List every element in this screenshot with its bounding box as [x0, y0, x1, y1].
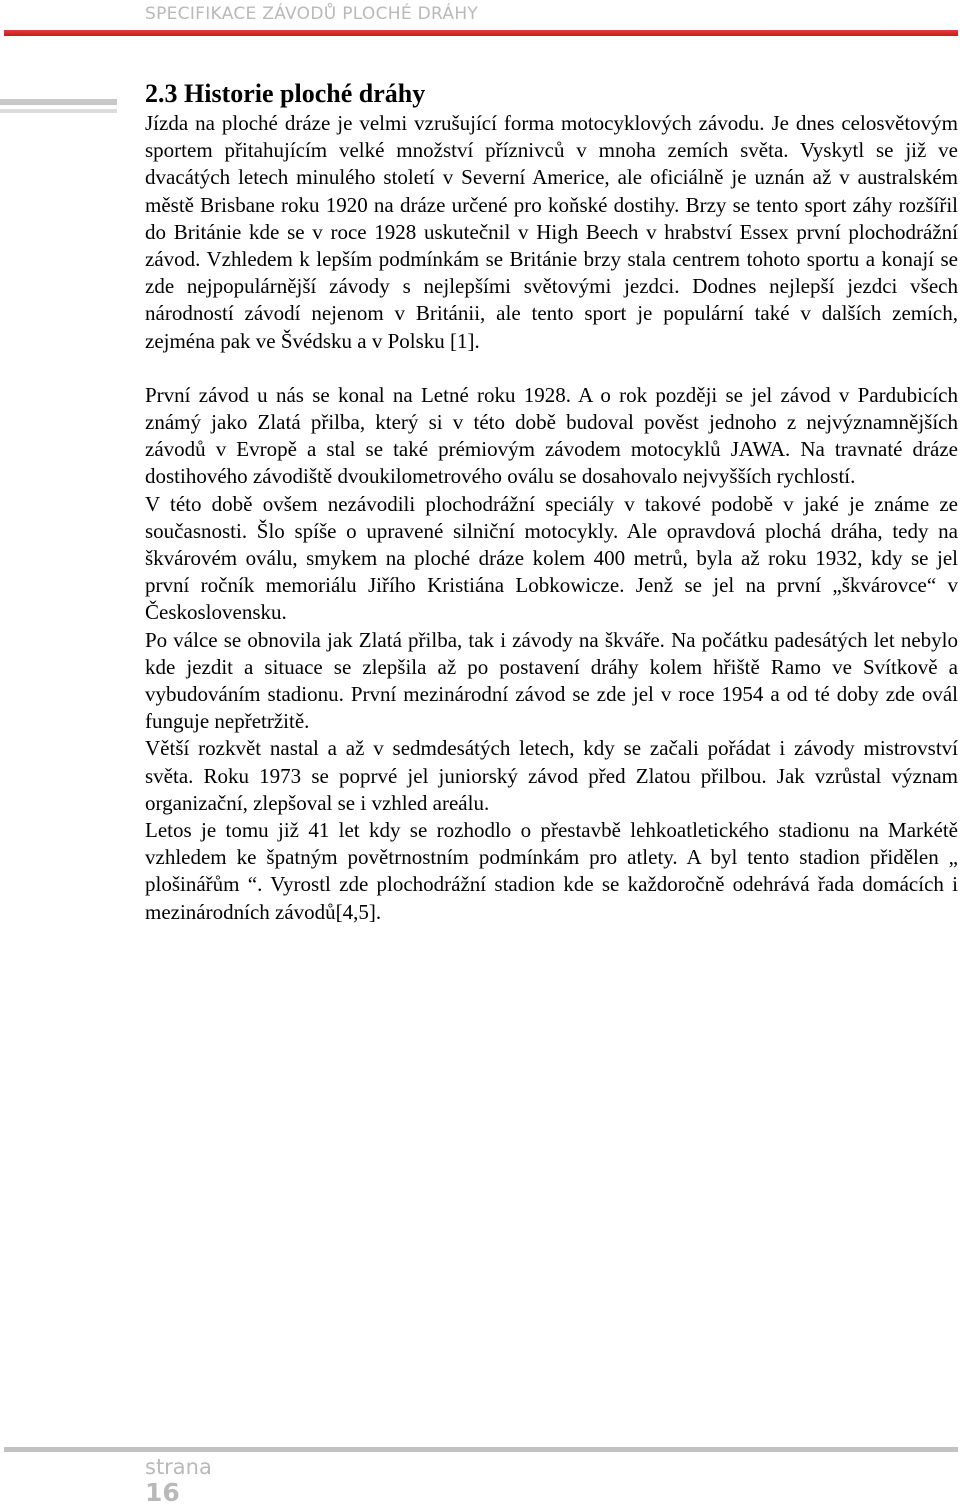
running-header: SPECIFIKACE ZÁVODŮ PLOCHÉ DRÁHY [145, 4, 479, 24]
section-heading: 2.3 Historie ploché dráhy [145, 79, 426, 108]
paragraph-4: Po válce se obnovila jak Zlatá přilba, tak i závody na škváře. Na počátku padesátých let nebylo kde jezdit a situace se zlepšila až po postavení dráhy kolem hřiště Ramo ve Svítkově a vybudováním stadionu. První mezinárodní závod se zde jel v roce 1954 a od té doby zde ovál funguje nepřetržitě. [145, 627, 958, 734]
header-rule [4, 30, 958, 36]
margin-decoration [0, 99, 117, 105]
paragraph-6: Letos je tomu již 41 let kdy se rozhodlo o přestavbě lehkoatletického stadionu na Markétě vzhledem ke špatným povětrnostním podmínkám pro atlety. A byl tento stadion přidělen „ plošinářům “. Vyrostl zde plochodrážní stadion kde se každoročně odehrává řada domácích i mezinárodních závodů[4,5]. [145, 818, 958, 924]
paragraph-1: Jízda na ploché dráze je velmi vzrušující forma motocyklových závodu. Je dnes celosvětovým sportem přitahujícím velké množství příznivců v mnoha zemích světa. Vyskytl se již ve dvacátých letech minulého století v Severní Americe, ale oficiálně je uznán až v australském městě Brisbane roku 1920 na dráze určené pro koňské dostihy. Brzy se tento sport záhy rozšířil do Británie kde se v roce 1928 uskutečnil v High Beech v hrabství Essex první plochodrážní závod. Vzhledem k lepším podmínkám se Británie brzy stala centrem tohoto sportu a konají se zde nejpopulárnější závody s nejlepšími světovými jezdci. Dodnes nejlepší jezdci všech národností závodí nejenom v Británii, ale tento sport je populární také v dalších zemích, zejména pak ve Švédsku a v Polsku [1]. [145, 111, 958, 353]
footer-label: strana [145, 1455, 212, 1479]
body-text [145, 110, 958, 926]
footer-rule [4, 1447, 958, 1452]
paragraph-5: Větší rozkvět nastal a až v sedmdesátých letech, kdy se začali pořádat i závody mistrovství světa. Roku 1973 se poprvé jel juniorský závod před Zlatou přilbou. Jak vzrůstal význam organizační, zlepšoval se i vzhled areálu. [145, 736, 958, 815]
paragraph-2: První závod u nás se konal na Letné roku 1928. A o rok později se jel závod v Pardubicích známý jako Zlatá přilba, který si v této době budoval pověst jednoho z nejvýznamnějších závodů v Evropě a stal se také prémiovým závodem motocyklů JAWA. Na travnaté dráze dostihového závodiště dvoukilometrového oválu se dosahovalo nejvyšších rychlostí. [145, 382, 958, 489]
paragraph-3: V této době ovšem nezávodili plochodrážní speciály v takové podobě v jaké je známe ze současnosti. Šlo spíše o upravené silniční motocykly. Ale opravdová plochá dráha, tedy na škvárovém oválu, smykem na ploché dráze kolem 400 metrů, byla až roku 1932, kdy se jel první ročník memoriálu Jiřího Kristiána Lobkowicze. Jenž se jel na první „škvárovce“ v Československu. [145, 491, 958, 625]
page-number: 16 [145, 1478, 180, 1507]
